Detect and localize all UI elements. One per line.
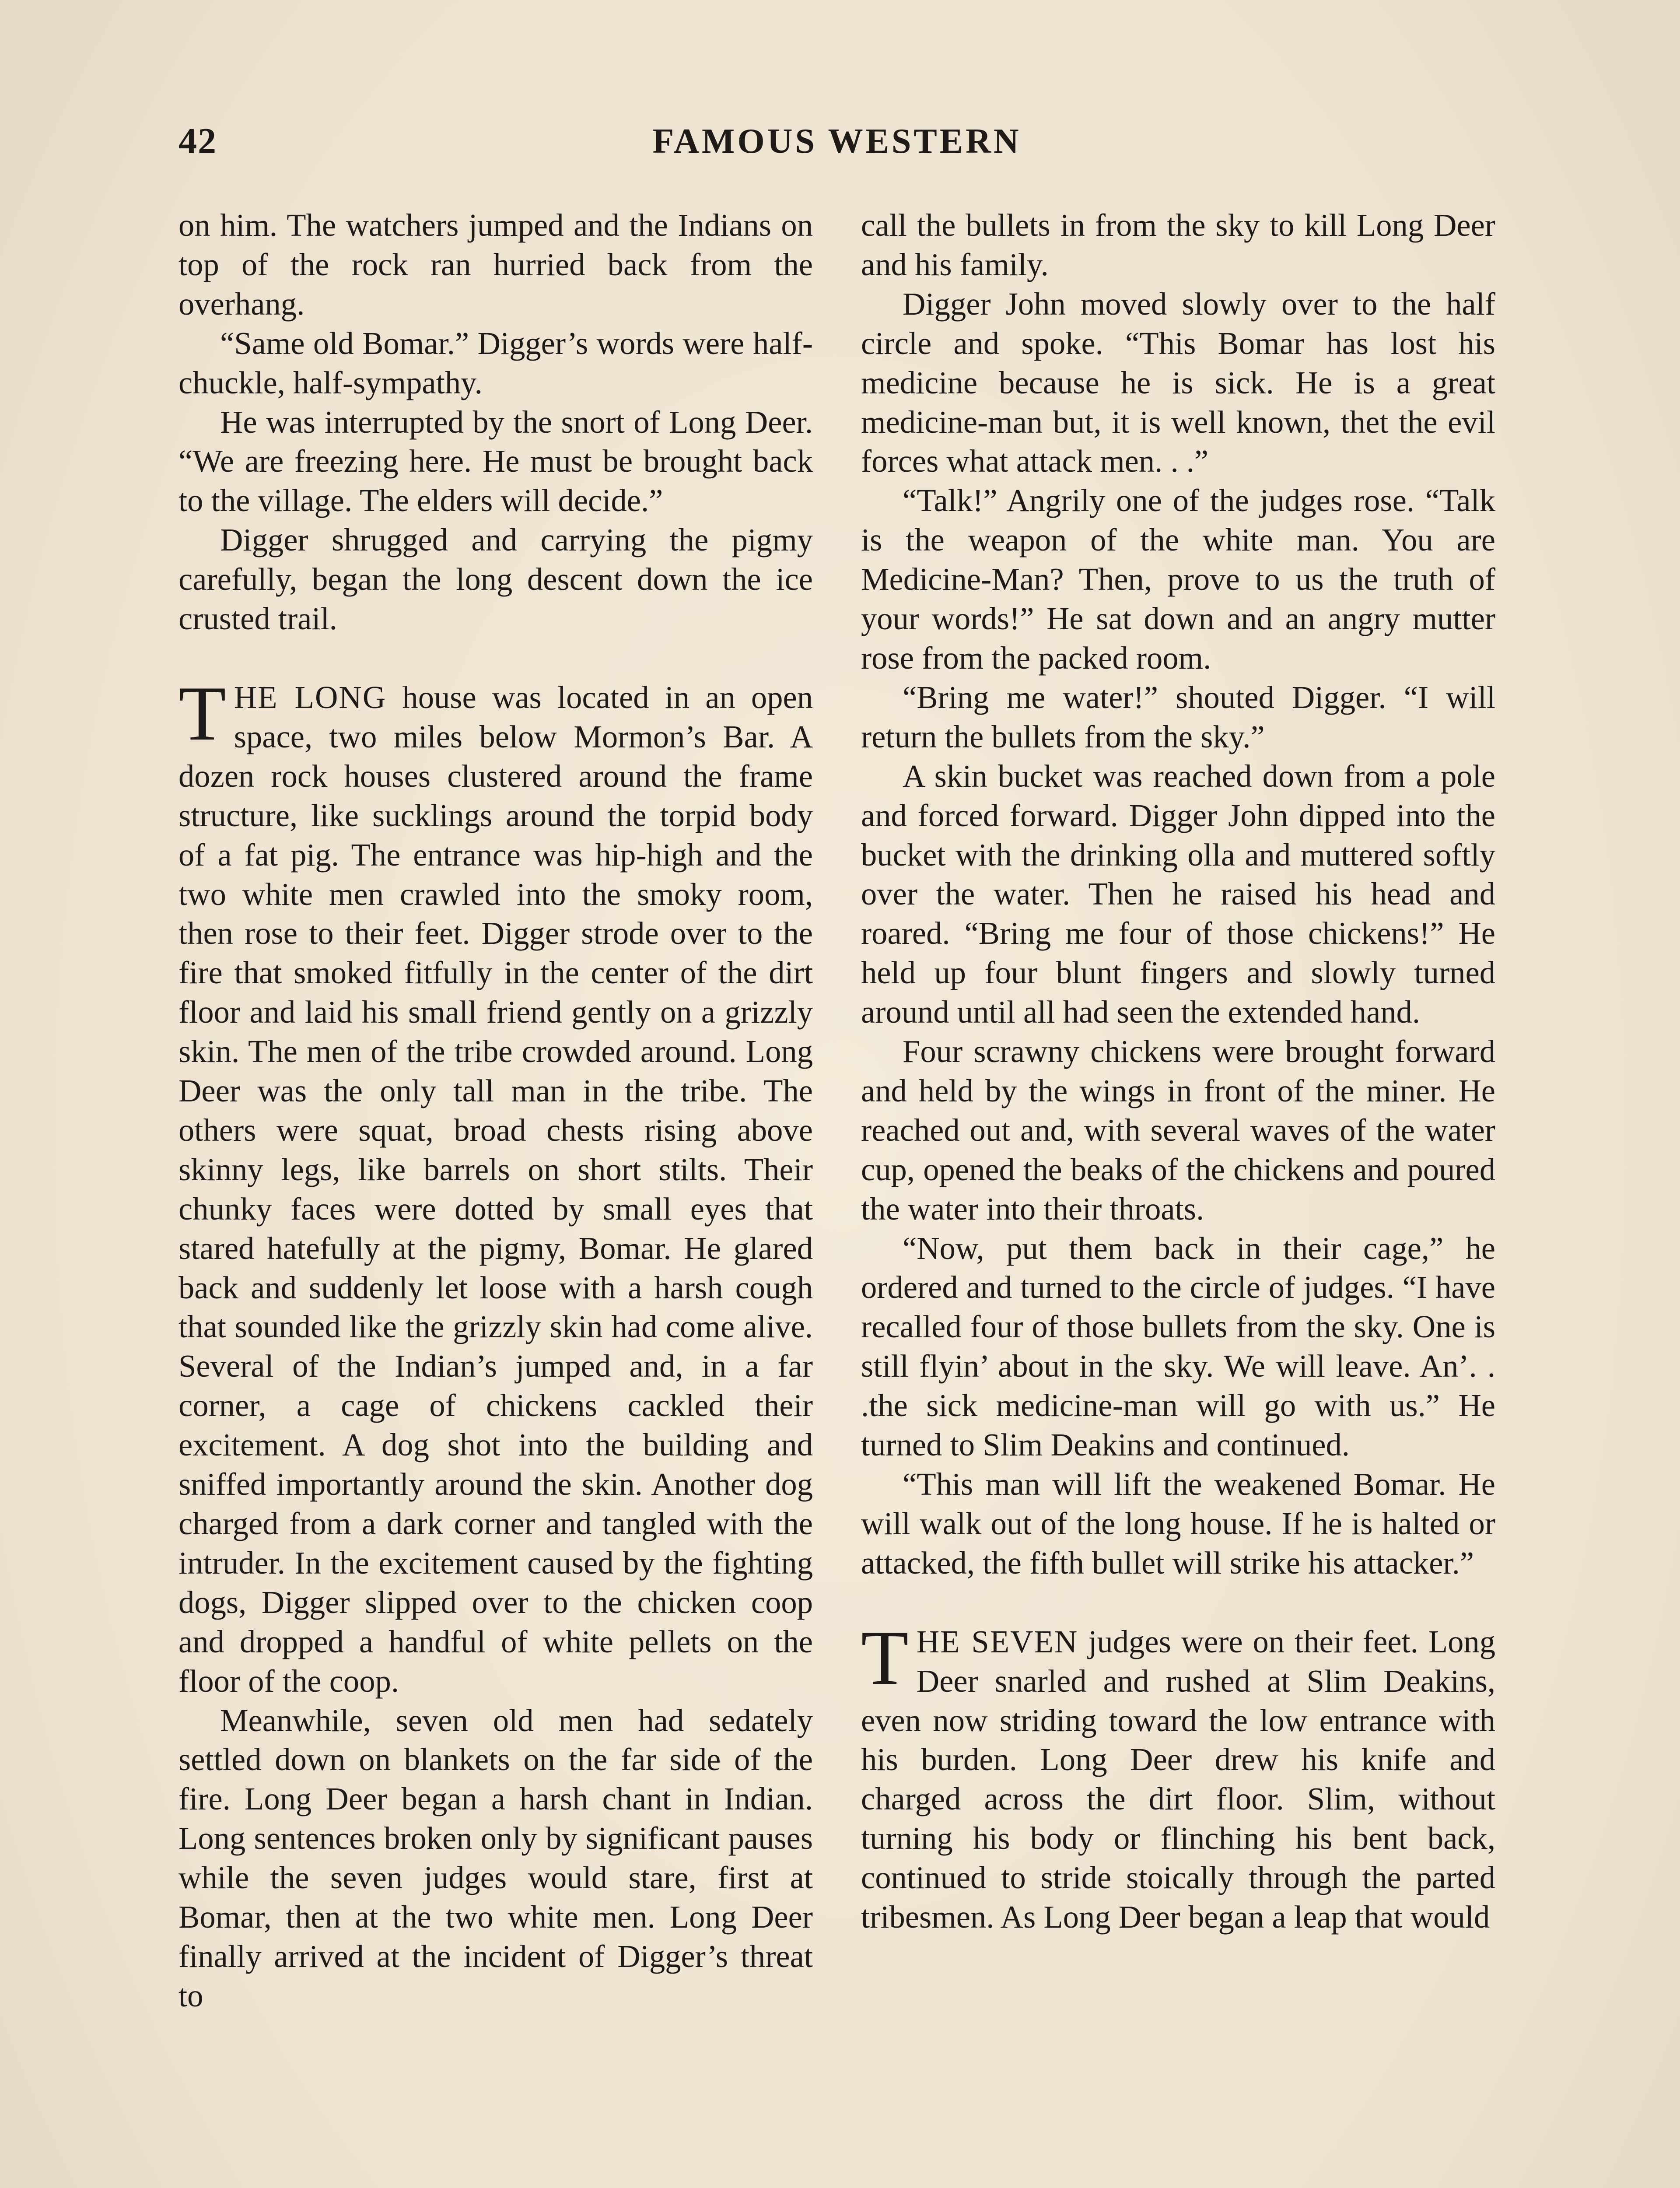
drop-cap: T (861, 1614, 909, 1701)
right-column (861, 206, 1495, 1937)
paragraph: call the bullets in from the sky to kill Long Deer and his family. (861, 207, 1495, 282)
section-paragraph (178, 670, 813, 1701)
drop-cap: T (178, 670, 226, 757)
section-paragraph (861, 1614, 1495, 1937)
paragraph: Digger shrugged and carrying the pigmy carefully, began the long descent down the ice crusted trail. (178, 522, 813, 637)
paragraph: “Bring me water!” shouted Digger. “I will return the bullets from the sky.” (861, 679, 1495, 754)
page-header (178, 109, 1495, 171)
left-column (178, 206, 813, 2016)
paragraph: Digger John moved slowly over to the half circle and spoke. “This Bomar has lost his medicine because he is sick. He is a great medicine-man but, it is well known, thet the evil forces what attack men. . .” (861, 286, 1495, 479)
paragraph: A skin bucket was reached down from a pole and forced forward. Digger John dipped into the bucket with the drinking olla and muttered softly over the water. Then he raised his head and roared. “Bring me four of those chickens!” He held up four blunt fingers and slowly turned around until all had seen the extended hand. (861, 758, 1495, 1030)
paragraph: Meanwhile, seven old men had sedately settled down on blankets on the far side of the fire. Long Deer began a harsh chant in Indian. Long sentences broken only by significant pauses while the seven judges would stare, first at Bomar, then at the two white men. Long Deer finally arrived at the incident of Digger’s threat to (178, 1702, 813, 2013)
section-lead: HE LONG (234, 679, 387, 715)
paragraph: Four scrawny chickens were brought forward and held by the wings in front of the miner. He reached out and, with several waves of the water cup, opened the beaks of the chickens and poured the water into their throats. (861, 1034, 1495, 1227)
page-number: 42 (178, 121, 217, 161)
paragraph: on him. The watchers jumped and the Indians on top of the rock ran hurried back from the overhang. (178, 207, 813, 322)
paragraph-text: judges were on their feet. Long Deer snarled and rushed at Slim Deakins, even now striding toward the low entrance with his burden. Long Deer drew his knife and charged across the dirt floor. Slim, without turning his body or flinching his bent back, continued to stride stoically through the parted tribesmen. As Long Deer began a leap that would (861, 1623, 1495, 1935)
paragraph-text: house was located in an open space, two miles below Mormon’s Bar. A dozen rock houses clustered around the frame structure, like sucklings around the torpid body of a fat pig. The entrance was hip-high and the two white men crawled into the smoky room, then rose to their feet. Digger strode over to the fire that smoked fitfully in the center of the dirt floor and laid his small friend gently on a grizzly skin. The men of the tribe crowded around. Long Deer was the only tall man in the tribe. The others were squat, broad chests rising above skinny legs, like barrels on short stilts. Their chunky faces were dotted by small eyes that stared hatefully at the pigmy, Bomar. He glared back and suddenly let loose with a harsh cough that sounded like the grizzly skin had come alive. Several of the Indian’s jumped and, in a far corner, a cage of chickens cackled their excitement. A dog shot into the building and sniffed importantly around the skin. Another dog charged from a dark corner and tangled with the intruder. In the excitement caused by the fighting dogs, Digger slipped over to the chicken coop and dropped a handful of white pellets on the floor of the coop. (178, 679, 813, 1699)
paragraph: He was interrupted by the snort of Long Deer. “We are freezing here. He must be brought back to the village. The elders will decide.” (178, 404, 813, 519)
paragraph: “Same old Bomar.” Digger’s words were half-chuckle, half-sympathy. (178, 325, 813, 400)
paragraph: “Talk!” Angrily one of the judges rose. “Talk is the weapon of the white man. You are Medicine-Man? Then, prove to us the truth of your words!” He sat down and an angry mutter rose from the packed room. (861, 483, 1495, 676)
paragraph: “Now, put them back in their cage,” he ordered and turned to the circle of judges. “I have recalled four of those bullets from the sky. One is still flyin’ about in the sky. We will leave. An’. . .the sick medicine-man will go with us.” He turned to Slim Deakins and continued. (861, 1230, 1495, 1463)
paragraph: “This man will lift the weakened Bomar. He will walk out of the long house. If he is halted or attacked, the fifth bullet will strike his attacker.” (861, 1466, 1495, 1581)
running-head: FAMOUS WESTERN (652, 122, 1022, 161)
section-lead: HE SEVEN (916, 1623, 1078, 1659)
